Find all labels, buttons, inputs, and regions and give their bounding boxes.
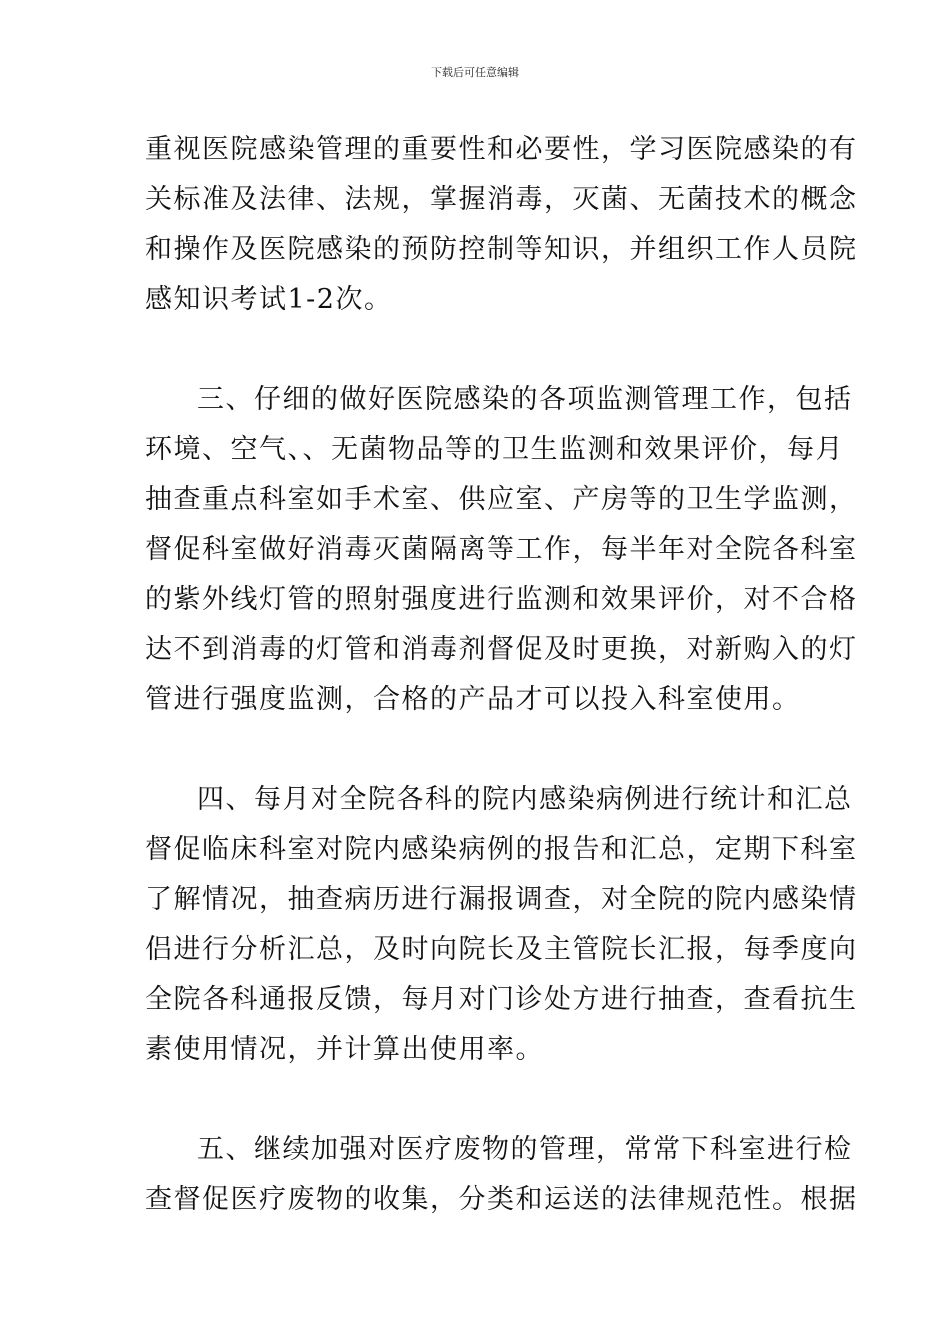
paragraph-line: 五、继续加强对医疗废物的管理，常常下科室进行检 [197,1134,853,1165]
page-header: 下载后可任意编辑 [431,66,519,79]
paragraph-line: 环境、空气、、无菌物品等的卫生监测和效果评价，每月 [145,434,844,465]
paragraph-line: 感知识考试1-2次。 [145,284,393,315]
paragraph-line: 侣进行分析汇总，及时向院长及主管院长汇报，每季度向 [145,934,858,965]
paragraph-line: 查督促医疗废物的收集，分类和运送的法律规范性。根据 [145,1184,858,1215]
paragraph-line: 达不到消毒的灯管和消毒剂督促及时更换，对新购入的灯 [145,634,858,665]
paragraph-line: 和操作及医院感染的预防控制等知识，并组织工作人员院 [145,234,858,265]
paragraph-line: 的紫外线灯管的照射强度进行监测和效果评价，对不合格 [145,584,858,615]
paragraph-line: 素使用情况，并计算出使用率。 [145,1034,544,1065]
paragraph-line: 抽查重点科室如手术室、供应室、产房等的卫生学监测， [145,484,858,515]
paragraph-line: 督促科室做好消毒灭菌隔离等工作，每半年对全院各科室 [145,534,858,565]
paragraph-line: 全院各科通报反馈，每月对门诊处方进行抽查，查看抗生 [145,984,858,1015]
paragraph-line: 了解情况，抽查病历进行漏报调查，对全院的院内感染情 [145,884,858,915]
paragraph-line: 三、仔细的做好医院感染的各项监测管理工作，包括 [197,384,853,415]
paragraph-line: 重视医院感染管理的重要性和必要性，学习医院感染的有 [145,134,858,165]
paragraph-line: 四、每月对全院各科的院内感染病例进行统计和汇总 [197,784,853,815]
paragraph-line: 管进行强度监测，合格的产品才可以投入科室使用。 [145,684,801,715]
paragraph-line: 关标准及法律、法规，掌握消毒，灭菌、无菌技术的概念 [145,184,858,215]
paragraph-line: 督促临床科室对院内感染病例的报告和汇总，定期下科室 [145,834,858,865]
